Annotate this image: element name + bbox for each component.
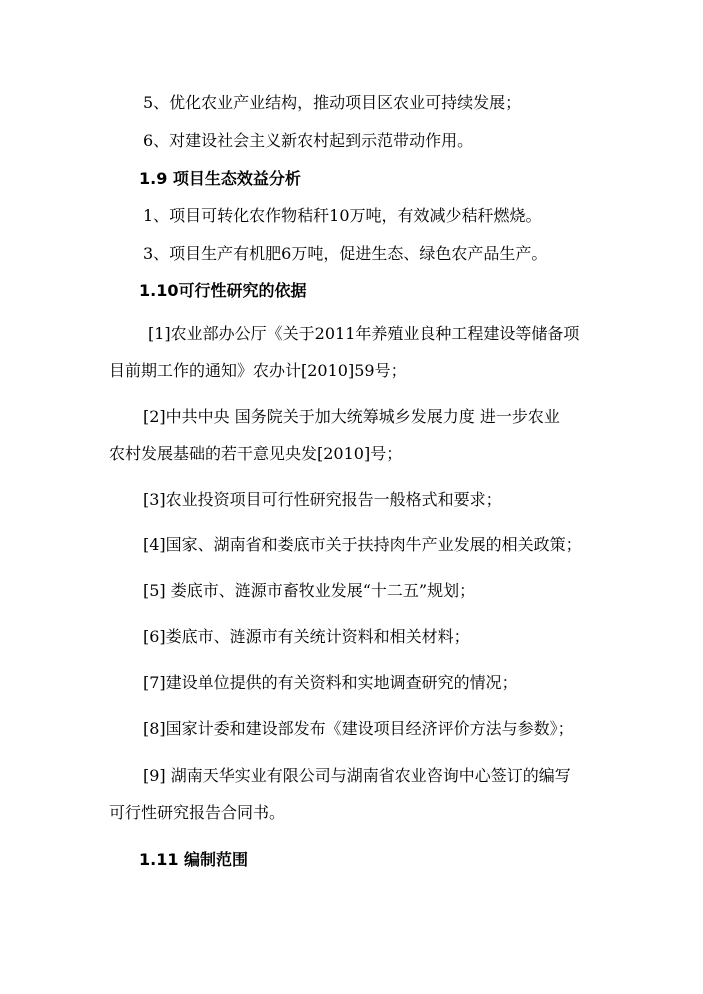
reference-1-line-2: 目前期工作的通知》农办计[2010]59号； (109, 361, 407, 380)
reference-9-line-2: 可行性研究报告合同书。 (109, 803, 286, 822)
section-heading-1-11: 1.11 编制范围 (139, 850, 249, 869)
reference-4: [4]国家、湖南省和娄底市关于扶持肉牛产业发展的相关政策； (143, 535, 582, 554)
reference-3: [3]农业投资项目可行性研究报告一般格式和要求； (143, 490, 502, 509)
ecology-item-3: 3、项目生产有机肥6万吨，促进生态、绿色农产品生产。 (143, 244, 548, 263)
reference-5: [5] 娄底市、涟源市畜牧业发展“十二五”规划； (143, 581, 476, 600)
ecology-item-1: 1、项目可转化农作物秸秆10万吨，有效减少秸秆燃烧。 (143, 206, 542, 225)
reference-6: [6]娄底市、涟源市有关统计资料和相关材料； (143, 627, 470, 646)
reference-9-line-1: [9] 湖南天华实业有限公司与湖南省农业咨询中心签订的编写 (143, 766, 571, 785)
section-heading-1-9: 1.9 项目生态效益分析 (139, 169, 301, 188)
section-heading-1-10: 1.10可行性研究的依据 (139, 281, 307, 300)
reference-2-line-1: [2]中共中央 国务院关于加大统筹城乡发展力度 进一步农业 (143, 407, 560, 426)
list-item-5: 5、优化农业产业结构，推动项目区农业可持续发展； (143, 93, 522, 112)
reference-8: [8]国家计委和建设部发布《建设项目经济评价方法与参数》； (143, 719, 574, 738)
reference-2-line-2: 农村发展基础的若干意见央发[2010]号； (109, 444, 403, 463)
reference-1-line-1: [1]农业部办公厅《关于2011年养殖业良种工程建设等储备项 (148, 324, 580, 343)
list-item-6: 6、对建设社会主义新农村起到示范带动作用。 (143, 131, 474, 150)
reference-7: [7]建设单位提供的有关资料和实地调查研究的情况； (143, 673, 518, 692)
